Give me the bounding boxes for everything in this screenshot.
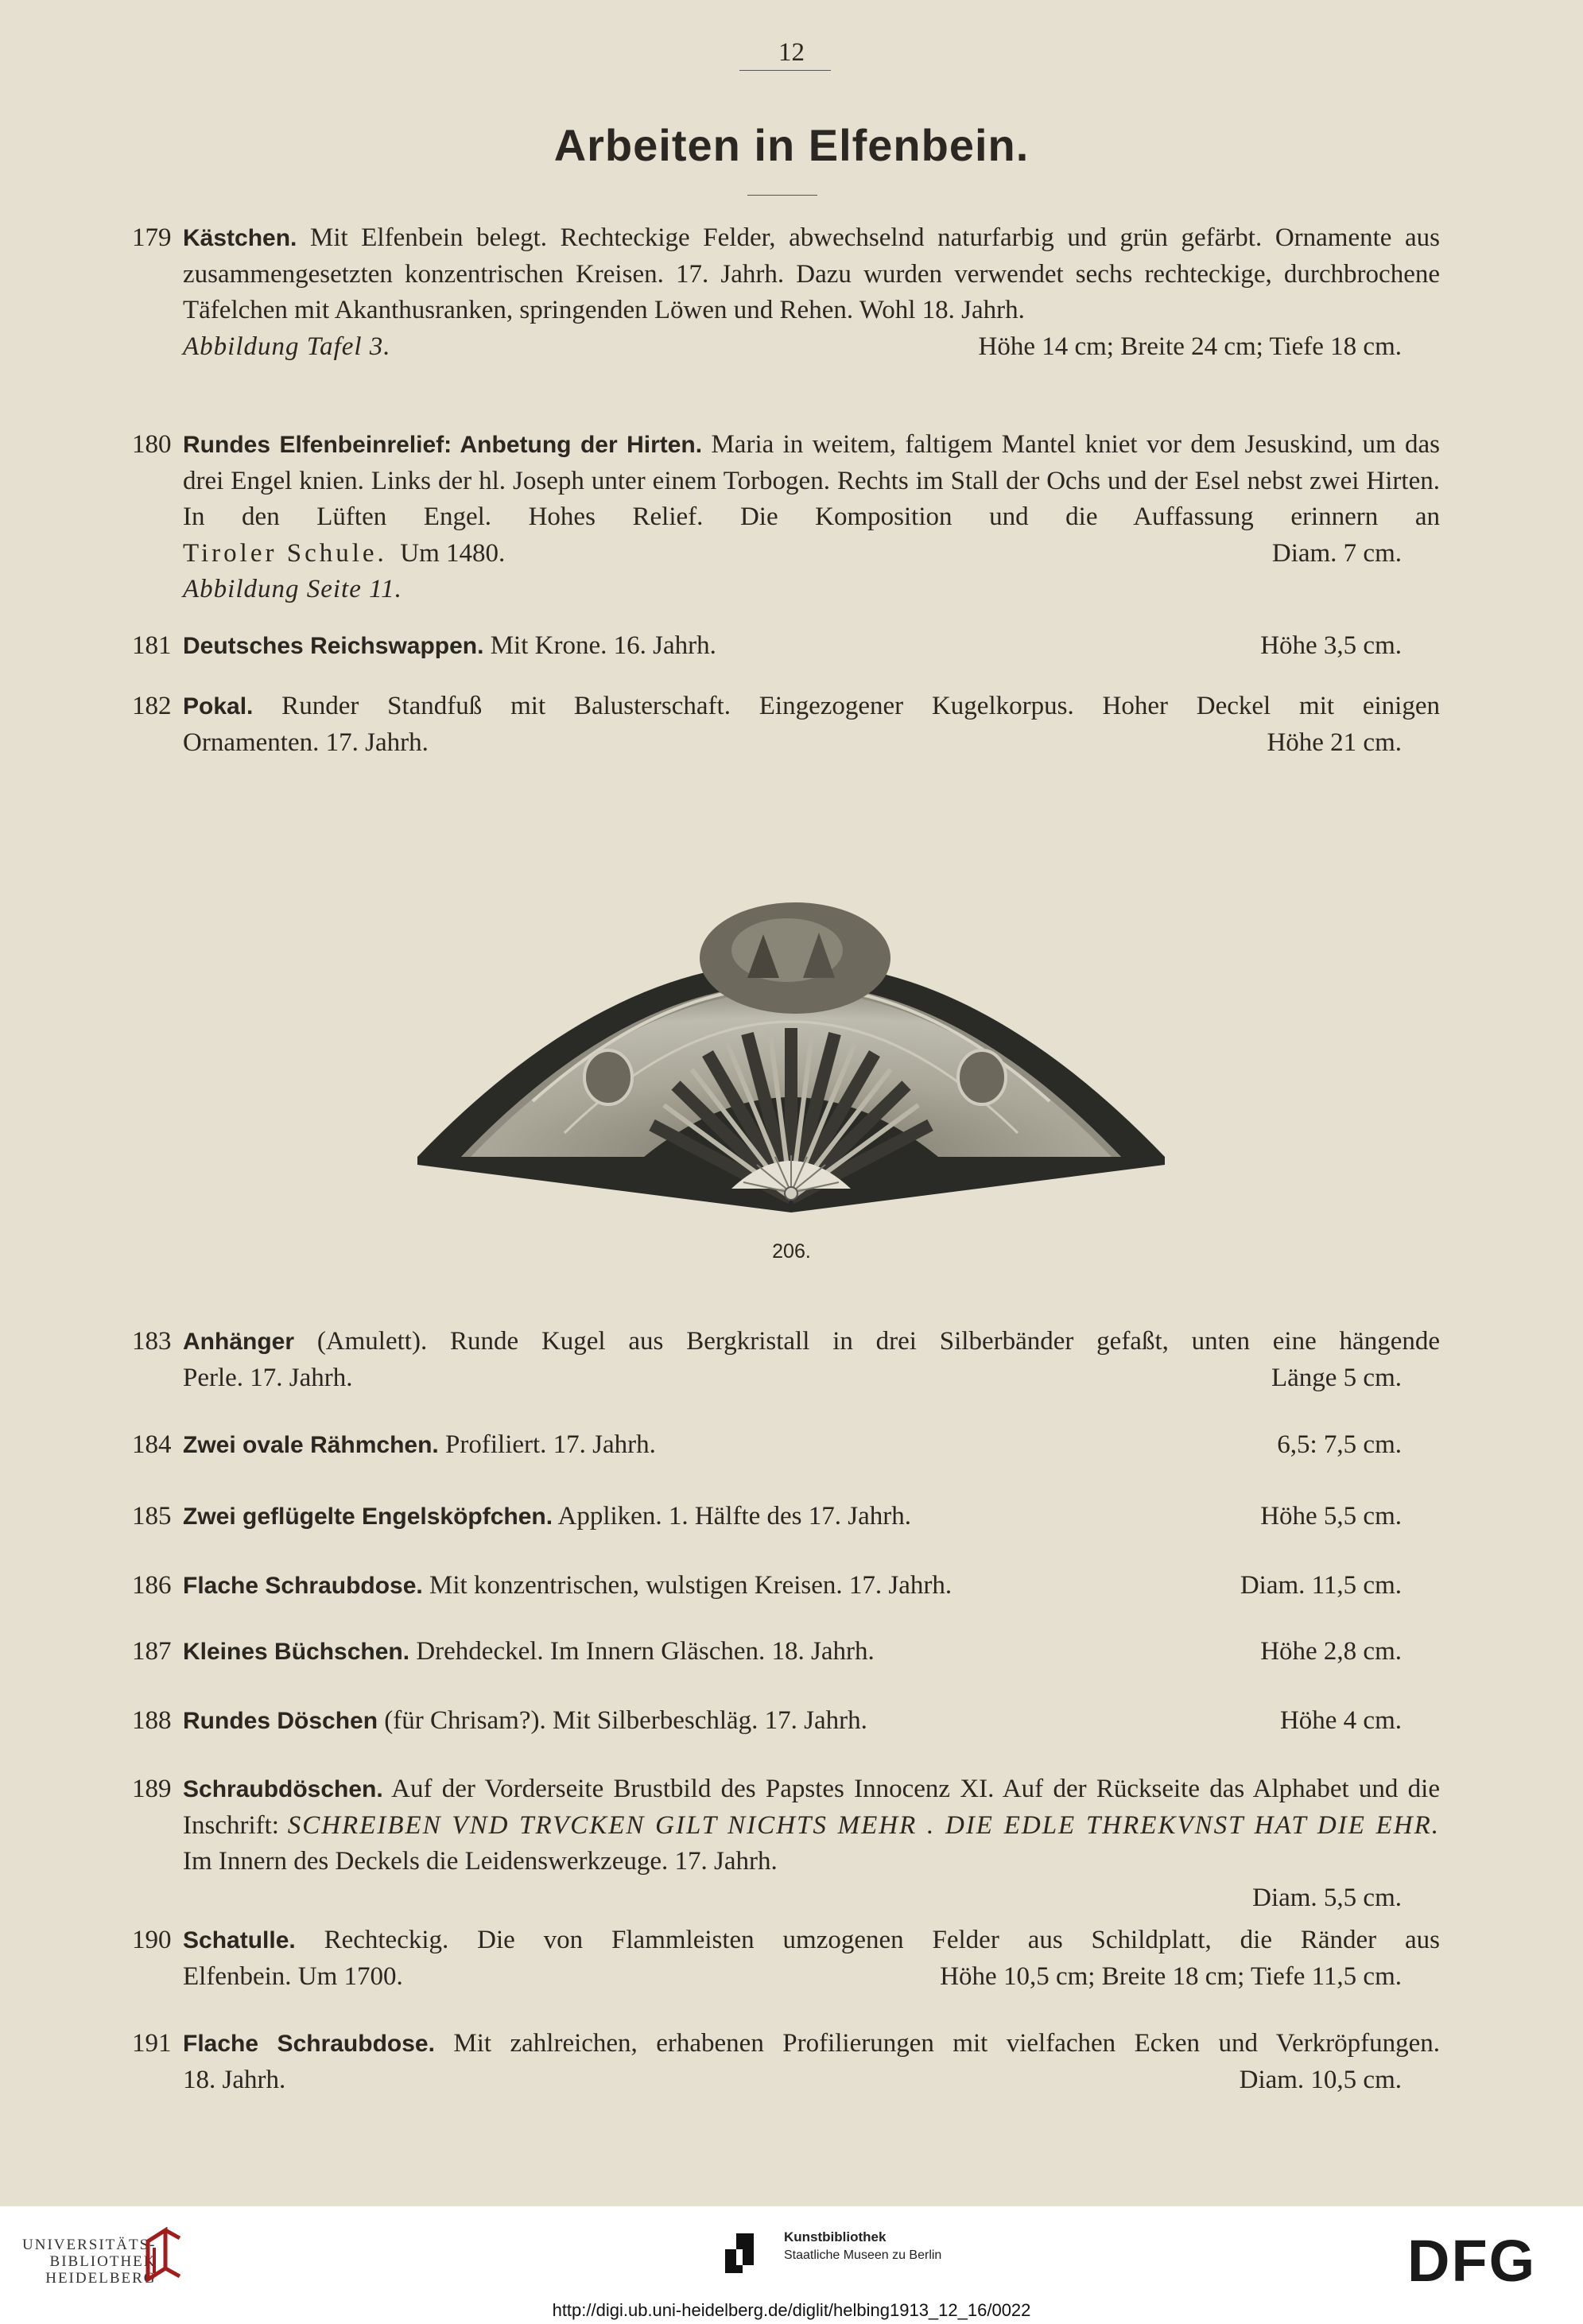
- entry-reference: Abbildung Tafel 3.: [183, 332, 391, 361]
- ub-line-2: BIBLIOTHEK: [49, 2253, 157, 2270]
- entry-measure: 6,5: 7,5 cm.: [1277, 1430, 1402, 1459]
- entry-measure: Diam. 10,5 cm.: [1239, 2065, 1402, 2094]
- entry-number: 182: [132, 692, 172, 720]
- kunstbibliothek-icon[interactable]: [722, 2225, 778, 2281]
- entry-text-cont: 18. Jahrh.: [183, 2065, 286, 2094]
- entry-line: [183, 1427, 1440, 1464]
- catalog-entry-185: [132, 1499, 1440, 1535]
- top-rule: [739, 70, 831, 71]
- catalog-entry-180: [132, 427, 1440, 608]
- entry-number: 190: [132, 1926, 172, 1954]
- entry-line: [183, 1499, 1440, 1535]
- entry-measure: Diam. 11,5 cm.: [1240, 1571, 1402, 1600]
- figure-caption: 206.: [772, 1240, 811, 1263]
- permalink-url[interactable]: http://digi.ub.uni-heidelberg.de/diglit/helbing1913_12_16/0022: [552, 2300, 1031, 2320]
- entry-title: Zwei geflügelte Engelsköpfchen.: [183, 1503, 553, 1530]
- catalog-entry-187: [132, 1634, 1440, 1670]
- entry-measure: Länge 5 cm.: [1271, 1363, 1402, 1392]
- entry-ref-line: [183, 572, 1440, 608]
- entry-body: [183, 1324, 1440, 1360]
- entry-measure: Höhe 14 cm; Breite 24 cm; Tiefe 18 cm.: [978, 332, 1402, 361]
- entry-text: Profiliert. 17. Jahrh.: [438, 1430, 656, 1459]
- entry-line: [183, 1568, 1440, 1604]
- heading-rule: [747, 195, 817, 196]
- section-heading: Arbeiten in Elfenbein.: [553, 120, 1030, 170]
- entry-measure: Höhe 3,5 cm.: [1260, 631, 1402, 660]
- kb-name: Kunstbibliothek: [784, 2229, 887, 2244]
- entry-line: [183, 1360, 1440, 1397]
- entry-measure-line: [183, 1880, 1440, 1917]
- entry-title: Rundes Döschen: [183, 1708, 378, 1734]
- entry-ref-line: [183, 329, 1440, 366]
- entry-text-cont: Ornamenten. 17. Jahrh.: [183, 727, 429, 757]
- catalog-entry-182: [132, 689, 1440, 761]
- entry-body: [183, 1771, 1440, 1880]
- entry-line: [183, 1634, 1440, 1670]
- digitization-footer: [0, 2206, 1583, 2324]
- entry-text: Mit Elfenbein belegt. Rechteckige Felder, abwechselnd naturfarbig und grün gefärbt. Ornamente aus zusammengesetzten konzentrischen Kreisen. 17. Jahrh. Dazu wurden verwendet sechs rechteckige, durchbrochene Täfelchen mit Akanthusranken, springenden Löwen und Rehen. Wohl 18. Jahrh.: [183, 223, 1440, 324]
- entry-number: 181: [132, 631, 172, 660]
- entry-text: (für Chrisam?). Mit Silberbeschläg. 17. Jahrh.: [378, 1706, 867, 1735]
- entry-title: Zwei ovale Rähmchen.: [183, 1432, 439, 1458]
- entry-text: Auf der Vorderseite Brustbild des Papstes Innocenz XI. Auf der Rückseite das Alphabet und die Inschrift:: [183, 1775, 1440, 1840]
- entry-number: 188: [132, 1706, 172, 1735]
- entry-number: 180: [132, 430, 172, 459]
- entry-text: Appliken. 1. Hälfte des 17. Jahrh.: [553, 1502, 911, 1531]
- entry-title: Pokal.: [183, 693, 254, 720]
- ub-heidelberg-icon[interactable]: [142, 2227, 183, 2284]
- catalog-entry-189: [132, 1771, 1440, 1916]
- entry-text: Rechteckig. Die von Flammleisten umzogenen Felder aus Schildplatt, die Ränder aus: [295, 1926, 1440, 1954]
- entry-text-cont: Elfenbein. Um 1700.: [183, 1961, 403, 1991]
- catalog-entry-186: [132, 1568, 1440, 1604]
- entry-measure: Höhe 5,5 cm.: [1260, 1502, 1402, 1531]
- catalog-entry-191: [132, 2026, 1440, 2098]
- entry-line: [183, 725, 1440, 762]
- page-number: 12: [778, 38, 805, 67]
- entry-title: Deutsches Reichswappen.: [183, 633, 484, 659]
- entry-line: [183, 1959, 1440, 1996]
- kunstbibliothek-label[interactable]: [784, 2229, 941, 2264]
- ub-line-1: UNIVERSITÄTS-: [22, 2237, 157, 2253]
- fan-illustration: [413, 839, 1169, 1220]
- entry-title: Flache Schraubdose.: [183, 2031, 435, 2057]
- entry-title: Schatulle.: [183, 1927, 296, 1953]
- catalog-entry-184: [132, 1427, 1440, 1464]
- entry-number: 187: [132, 1637, 172, 1666]
- entry-body: [183, 427, 1440, 536]
- entry-line: [183, 2062, 1440, 2099]
- entry-text: (Amulett). Runde Kugel aus Bergkristall in drei Silberbänder gefaßt, unten eine hängende: [294, 1327, 1440, 1356]
- entry-number: 185: [132, 1502, 172, 1531]
- entry-measure: Höhe 4 cm.: [1279, 1706, 1402, 1735]
- entry-number: 189: [132, 1775, 172, 1803]
- entry-text: Maria in weitem, faltigem Mantel kniet vor dem Jesuskind, um das drei Engel knien. Links der hl. Joseph unter einem Torbogen. Rechts im Stall der Ochs und der Esel nebst zwei Hirten. In den Lüften Engel. Hohes Relief. Die Komposition und die Auffassung erinnern an: [183, 430, 1440, 531]
- entry-line: [183, 628, 1440, 665]
- entry-text: Mit Krone. 16. Jahrh.: [483, 631, 716, 660]
- entry-body: [183, 2026, 1440, 2062]
- entry-inscription: SCHREIBEN VND TRVCKEN GILT NICHTS MEHR . DIE EDLE THREKVNST HAT DIE EHR.: [287, 1810, 1441, 1840]
- entry-text: Runder Standfuß mit Balusterschaft. Eingezogener Kugelkorpus. Hoher Deckel mit einigen: [253, 692, 1440, 720]
- kb-subtitle: Staatliche Museen zu Berlin: [784, 2248, 942, 2262]
- catalog-entry-181: [132, 628, 1440, 665]
- entry-measure: Diam. 5,5 cm.: [1252, 1883, 1402, 1912]
- entry-title: Kleines Büchschen.: [183, 1639, 410, 1665]
- entry-line: [183, 1703, 1440, 1740]
- entry-date-line: [183, 536, 1440, 572]
- ub-line-3: HEIDELBERG: [45, 2270, 157, 2287]
- catalog-entry-183: [132, 1324, 1440, 1396]
- svg-text:DFG: DFG: [1407, 2235, 1537, 2291]
- entry-body: [183, 220, 1440, 329]
- catalog-entry-190: [132, 1922, 1440, 1995]
- entry-school: Tiroler Schule.: [183, 538, 387, 568]
- entry-title: Schraubdöschen.: [183, 1776, 383, 1802]
- entry-date: Um 1480.: [400, 538, 506, 568]
- entry-measure: Höhe 2,8 cm.: [1260, 1637, 1402, 1666]
- entry-measure: Höhe 10,5 cm; Breite 18 cm; Tiefe 11,5 cm.: [940, 1961, 1402, 1991]
- entry-number: 186: [132, 1571, 172, 1600]
- entry-number: 191: [132, 2029, 172, 2058]
- entry-text-cont: Perle. 17. Jahrh.: [183, 1363, 353, 1392]
- dfg-logo-icon[interactable]: [1407, 2235, 1558, 2291]
- ub-heidelberg-logo-text[interactable]: [22, 2237, 157, 2287]
- entry-text: Drehdeckel. Im Innern Gläschen. 18. Jahrh.: [409, 1637, 875, 1666]
- catalog-entry-179: [132, 220, 1440, 365]
- entry-number: 184: [132, 1430, 172, 1459]
- entry-text: Mit konzentrischen, wulstigen Kreisen. 17. Jahrh.: [422, 1571, 953, 1600]
- entry-measure: Diam. 7 cm.: [1271, 538, 1402, 568]
- entry-title: Rundes Elfenbeinrelief: Anbetung der Hirten.: [183, 432, 703, 458]
- entry-text: Mit zahlreichen, erhabenen Profilierungen mit vielfachen Ecken und Verkröpfungen.: [434, 2029, 1440, 2058]
- entry-number: 183: [132, 1327, 172, 1356]
- entry-text-cont: Im Innern des Deckels die Leidenswerkzeuge. 17. Jahrh.: [183, 1847, 778, 1876]
- entry-title: Kästchen.: [183, 225, 297, 251]
- entry-number: 179: [132, 223, 172, 252]
- entry-body: [183, 689, 1440, 725]
- catalog-entry-188: [132, 1703, 1440, 1740]
- entry-title: Flache Schraubdose.: [183, 1573, 423, 1599]
- entry-measure: Höhe 21 cm.: [1267, 727, 1402, 757]
- fan-image: [413, 839, 1169, 1220]
- entry-reference: Abbildung Seite 11.: [183, 575, 402, 603]
- entry-body: [183, 1922, 1440, 1959]
- entry-title: Anhänger: [183, 1329, 295, 1355]
